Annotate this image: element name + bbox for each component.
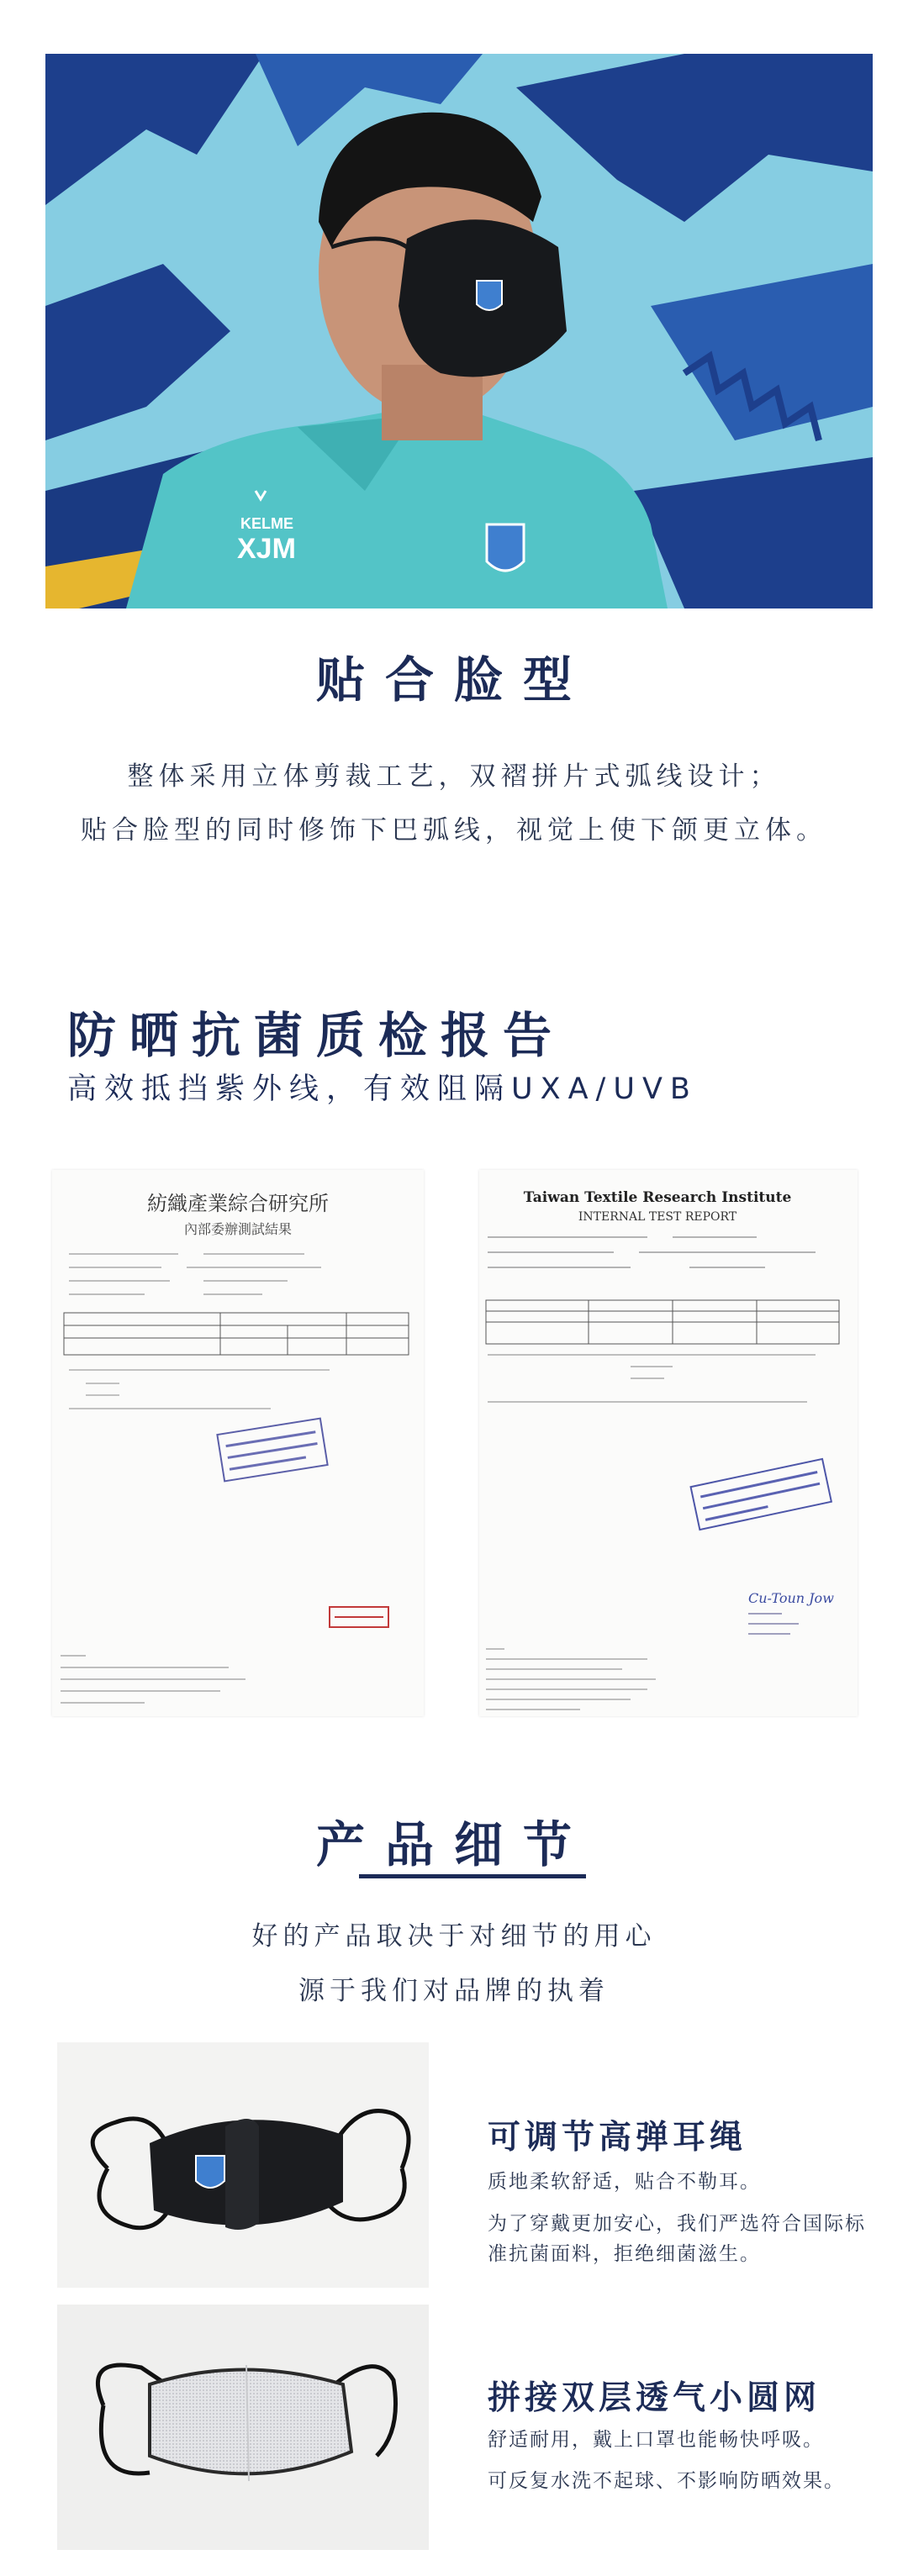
- test-report-chinese-image: [52, 1170, 424, 1716]
- black-mask-illustration: [57, 2042, 429, 2288]
- report-right-subheading: INTERNAL TEST REPORT: [578, 1210, 737, 1224]
- test-report-english-image: [479, 1170, 858, 1716]
- report-document-right: [479, 1170, 858, 1716]
- feature-mesh-title: 拼接双层透气小圆网: [488, 2379, 821, 2417]
- feature-ear-loop-text-1: 质地柔软舒适，贴合不勒耳。: [488, 2171, 761, 2193]
- report-signature: Cu-Toun Jow: [748, 1590, 834, 1606]
- section-detail-line-2: 源于我们对品牌的执着: [298, 1976, 610, 2006]
- hero-photo: [45, 54, 873, 608]
- section-detail-line-1: 好的产品取决于对细节的用心: [251, 1921, 657, 1952]
- hero-illustration: [45, 54, 873, 608]
- mesh-lining-photo: [57, 2305, 429, 2550]
- black-mask-photo: [57, 2042, 429, 2288]
- report-left-subheading: 內部委辦測試結果: [183, 1221, 293, 1237]
- report-left-heading: 紡織產業綜合研究所: [147, 1192, 329, 1215]
- mesh-lining-illustration: [57, 2305, 429, 2550]
- report-document-left: [52, 1170, 424, 1716]
- section-fit-line-2: 贴合脸型的同时修饰下巴弧线，视觉上使下颌更立体。: [81, 815, 827, 845]
- section-detail-title: 产品细节: [315, 1816, 592, 1873]
- section-report-subtitle: 高效抵挡紫外线，有效阻隔UXA/UVB: [67, 1072, 698, 1106]
- shirt-brand-text: KELME: [240, 515, 293, 532]
- section-fit-title: 贴合脸型: [315, 651, 592, 709]
- feature-ear-loop-title: 可调节高弹耳绳: [488, 2119, 747, 2157]
- feature-ear-loop-text-2: 为了穿戴更加安心，我们严选符合国际标准抗菌面料，拒绝细菌滋生。: [488, 2213, 866, 2265]
- shirt-logo-text: XJM: [237, 533, 296, 565]
- feature-mesh-text-2: 可反复水洗不起球、不影响防晒效果。: [488, 2470, 845, 2492]
- section-report-title: 防晒抗菌质检报告: [67, 1007, 566, 1064]
- report-right-heading: Taiwan Textile Research Institute: [523, 1189, 792, 1206]
- section-detail-underline: [359, 1874, 586, 1878]
- section-fit-line-1: 整体采用立体剪裁工艺，双褶拼片式弧线设计；: [127, 761, 781, 792]
- feature-mesh-text-1: 舒适耐用，戴上口罩也能畅快呼吸。: [488, 2429, 824, 2451]
